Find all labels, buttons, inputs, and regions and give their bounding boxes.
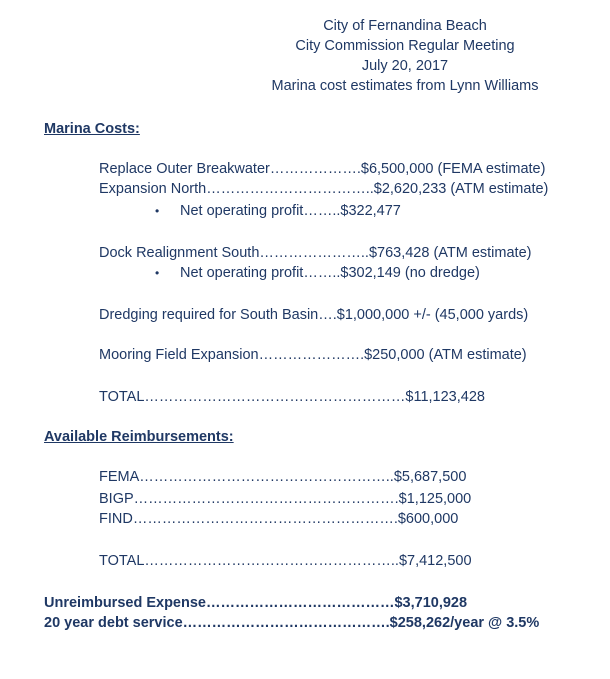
cost-line-net-profit-south: Net operating profit……..$302,149 (no dredge)	[180, 265, 480, 281]
header-meeting: City Commission Regular Meeting	[295, 38, 515, 54]
cost-line-net-profit-north: Net operating profit……..$322,477	[180, 203, 401, 219]
unreimbursed-expense: Unreimbursed Expense…………………………………$3,710,928	[44, 595, 468, 611]
cost-line-dredging: Dredging required for South Basin….$1,000,000 +/- (45,000 yards)	[99, 307, 529, 323]
header-subject: Marina cost estimates from Lynn Williams	[271, 78, 539, 94]
debt-service: 20 year debt service…………………………………….$258,262/year @ 3.5%	[44, 615, 540, 631]
marina-costs-heading: Marina Costs:	[44, 121, 140, 137]
bullet-icon: •	[155, 204, 160, 218]
reimb-line-bigp: BIGP……………………………………………….$1,125,000	[99, 491, 472, 507]
bullet-icon: •	[155, 266, 160, 280]
cost-line-dock-realignment: Dock Realignment South…………………..$763,428 (ATM estimate)	[99, 245, 532, 261]
reimbursements-heading: Available Reimbursements:	[44, 429, 234, 445]
header-date: July 20, 2017	[361, 58, 449, 74]
cost-line-breakwater: Replace Outer Breakwater……………….$6,500,000 (FEMA estimate)	[99, 161, 546, 177]
cost-line-mooring: Mooring Field Expansion………………….$250,000 (ATM estimate)	[99, 347, 527, 363]
header-city: City of Fernandina Beach	[323, 18, 487, 34]
reimb-line-total: TOTAL……………………………………………..$7,412,500	[99, 553, 472, 569]
cost-line-expansion-north: Expansion North……………………………..$2,620,233 (ATM estimate)	[99, 181, 549, 197]
cost-line-total: TOTAL………………………………………………$11,123,428	[99, 389, 485, 405]
reimb-line-fema: FEMA……………………………………………..$5,687,500	[99, 469, 467, 485]
document-header	[0, 16, 610, 96]
reimb-line-find: FIND……………………………………………….$600,000	[99, 511, 459, 527]
